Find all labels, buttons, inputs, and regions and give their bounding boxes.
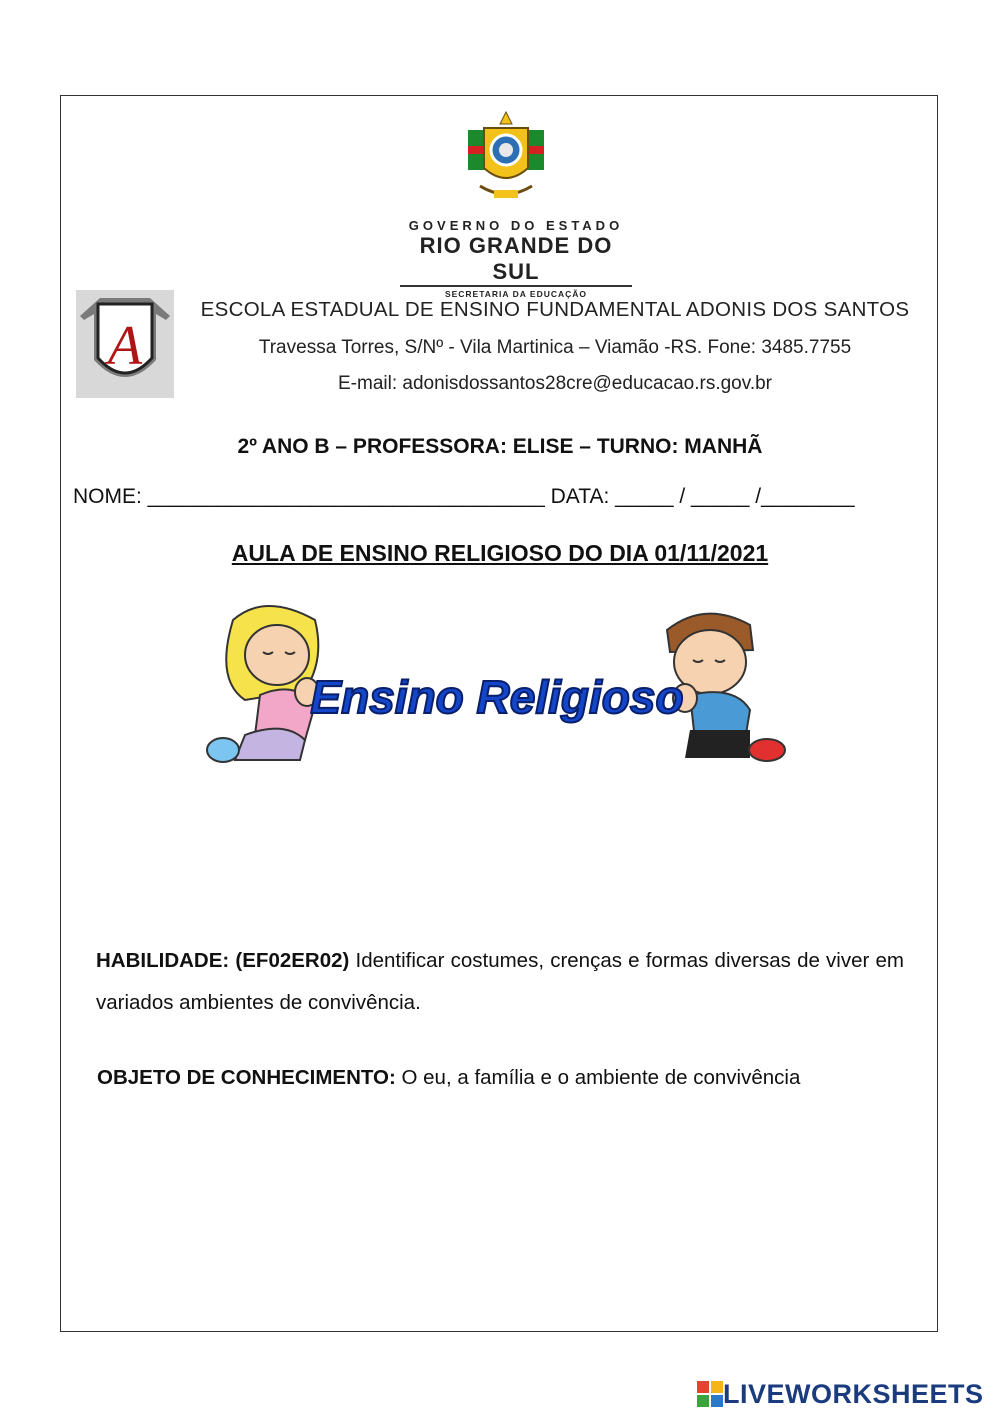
school-logo-letter: A (107, 315, 143, 377)
lesson-title-text: AULA DE ENSINO RELIGIOSO DO DIA 01/11/2021 (231, 540, 769, 566)
objective-label: OBJETO DE CONHECIMENTO: (97, 1066, 396, 1089)
banner-text: Ensino Religioso (310, 671, 684, 723)
coat-of-arms-image (466, 108, 546, 208)
skill-label: HABILIDADE: (EF02ER02) (96, 949, 350, 972)
objective-paragraph (97, 1066, 917, 1090)
name-date-line: NOME: __________________________________ DATA: _____ / _____ /________ (73, 485, 855, 508)
skill-paragraph (96, 940, 904, 1024)
lesson-title (0, 540, 1000, 567)
school-address: Travessa Torres, S/Nº - Vila Martinica – Viamão -RS. Fone: 3485.7755 (258, 337, 852, 358)
school-email: E-mail: adonisdossantos28cre@educacao.rs.gov.br (338, 373, 772, 394)
liveworksheets-logo[interactable] (697, 1378, 984, 1410)
class-info: 2º ANO B – PROFESSORA: ELISE – TURNO: MANHÃ (237, 435, 763, 458)
liveworksheets-icon (697, 1381, 723, 1407)
ensino-religioso-banner (205, 600, 790, 775)
government-header (400, 218, 632, 299)
skill-text: Identificar costumes, crenças e formas diversas de viver em variados ambientes de convivência. (96, 949, 904, 1014)
praying-girl-image (207, 606, 319, 762)
school-info (185, 298, 925, 395)
school-shield-logo (76, 290, 174, 398)
gov-line-2: RIO GRANDE DO SUL (400, 233, 632, 287)
praying-boy-image (667, 614, 785, 761)
objective-text: O eu, a família e o ambiente de convivência (395, 1066, 801, 1089)
school-name: ESCOLA ESTADUAL DE ENSINO FUNDAMENTAL ADONIS DOS SANTOS (200, 298, 910, 321)
gov-line-3: SECRETARIA DA EDUCAÇÃO (444, 289, 588, 299)
liveworksheets-brand: LIVEWORKSHEETS (723, 1378, 984, 1409)
gov-line-1: GOVERNO DO ESTADO (408, 218, 624, 233)
